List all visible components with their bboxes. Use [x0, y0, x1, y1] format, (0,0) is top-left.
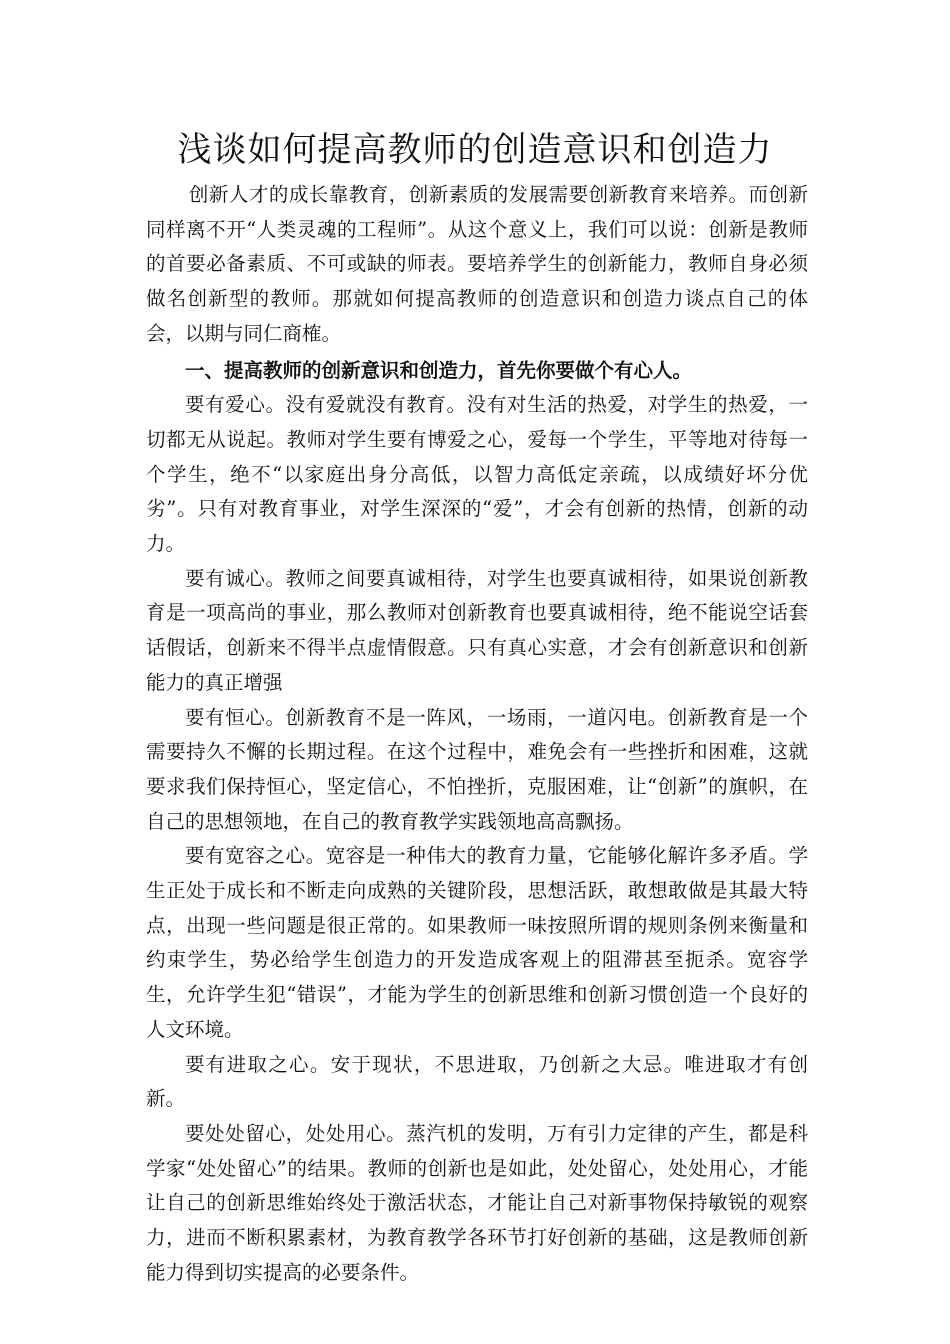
intro-paragraph: 创新人才的成长靠教育，创新素质的发展需要创新教育来培养。而创新同样离不开“人类灵魂的工程师”。从这个意义上，我们可以说：创新是教师的首要必备素质、不可或缺的师表。要培养学生的创新能力，教师自身必须做名创新型的教师。那就如何提高教师的创造意识和创造力谈点自己的体会，以期与同仁商榷。	[146, 183, 808, 345]
paragraph-sincerity: 要有诚心。教师之间要真诚相待，对学生也要真诚相待，如果说创新教育是一项高尚的事业，那么教师对创新教育也要真诚相待，绝不能说空话套话假话，创新来不得半点虚情假意。只有真心实意，才会有创新意识和创新能力的真正增强	[146, 566, 808, 694]
paragraph-progress: 要有进取之心。安于现状，不思进取，乃创新之大忌。唯进取才有创新。	[146, 1052, 808, 1111]
paragraph-perseverance: 要有恒心。创新教育不是一阵风，一场雨，一道闪电。创新教育是一个需要持久不懈的长期过程。在这个过程中，难免会有一些挫折和困难，这就要求我们保持恒心，坚定信心，不怕挫折，克服困难，让“创新”的旗帜，在自己的思想领地，在自己的教育教学实践领地高高飘扬。	[146, 705, 808, 833]
document-body	[146, 178, 808, 1291]
paragraph-attention: 要处处留心，处处用心。蒸汽机的发明，万有引力定律的产生，都是科学家“处处留心”的结果。教师的创新也是如此，处处留心，处处用心，才能让自己的创新思维始终处于激活状态，才能让自己对新事物保持敏锐的观察力，进而不断积累素材，为教育教学各环节打好创新的基础，这是教师创新能力得到切实提高的必要条件。	[146, 1121, 808, 1284]
paragraph-love: 要有爱心。没有爱就没有教育。没有对生活的热爱，对学生的热爱，一切都无从说起。教师对学生要有博爱之心，爱每一个学生，平等地对待每一个学生，绝不“以家庭出身分高低，以智力高低定亲疏，以成绩好坏分优劣”。只有对教育事业，对学生深深的“爱”，才会有创新的热情，创新的动力。	[146, 393, 808, 556]
document-title: 浅谈如何提高教师的创造意识和创造力	[177, 130, 773, 170]
section-heading: 一、提高教师的创新意识和创造力，首先你要做个有心人。	[185, 358, 693, 382]
paragraph-tolerance: 要有宽容之心。宽容是一种伟大的教育力量，它能够化解许多矛盾。学生正处于成长和不断走向成熟的关键阶段，思想活跃，敢想敢做是其最大特点，出现一些问题是很正常的。如果教师一味按照所谓的规则条例来衡量和约束学生，势必给学生创造力的开发造成客观上的阻滞甚至扼杀。宽容学生，允许学生犯“错误”，才能为学生的创新思维和创新习惯创造一个良好的人文环境。	[146, 844, 808, 1041]
